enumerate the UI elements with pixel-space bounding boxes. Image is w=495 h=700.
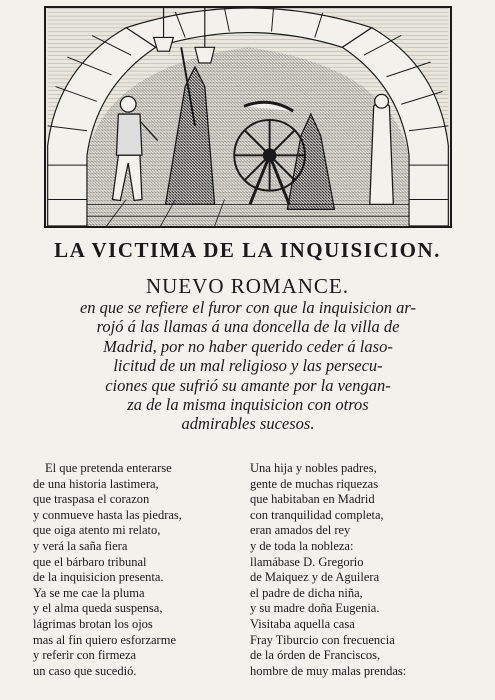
verse-line: que el bárbaro tribunal (33, 554, 147, 569)
verse-column-right (250, 461, 475, 679)
verse-line: y conmueve hasta las piedras, (33, 507, 182, 522)
verse-line: Fray Tiburcio con frecuencia (250, 632, 395, 647)
verse-line: de Maiquez y de Aguilera (250, 570, 380, 585)
verse-line: gente de muchas riquezas (250, 476, 379, 491)
verse-line: lágrimas brotan los ojos (33, 616, 153, 631)
verse-line: y referir con firmeza (33, 648, 137, 663)
verse-line: un caso que sucedió. (33, 663, 137, 678)
verse-line: mas al fin quiero esforzarme (33, 632, 176, 647)
woodcut-svg (46, 8, 450, 226)
verse-line: y de toda la nobleza: (250, 538, 354, 553)
verse-line: de una historia lastimera, (33, 476, 159, 491)
summary-line: ciones que sufrió su amante por la vengan- (105, 375, 391, 395)
broadside-subtitle: NUEVO ROMANCE. (146, 274, 349, 298)
verse-line: que oiga atento mi relato, (33, 523, 161, 538)
woodcut-illustration (44, 6, 452, 228)
summary-line: Madrid, por no haber querido ceder á laso- (103, 336, 393, 356)
verse-line: y el alma queda suspensa, (33, 601, 163, 616)
summary-line: za de la misma inquisicion con otros (127, 395, 369, 415)
summary-line: en que se refiere el furor con que la inquisicion ar- (79, 298, 417, 317)
verse-line: Ya se me cae la pluma (33, 585, 145, 600)
verse-line: eran amados del rey (250, 523, 351, 538)
verse-line: con tranquilidad completa, (250, 507, 384, 522)
summary-paragraph (22, 298, 474, 434)
verse-line: y su madre doña Eugenia. (250, 601, 380, 616)
verse-line: y verá la saña fiera (33, 538, 128, 553)
verse-line: hombre de muy malas prendas: (250, 663, 407, 678)
verse-line: que traspasa el corazon (33, 492, 150, 507)
summary-line: rojó á las llamas á una doncella de la villa de (96, 317, 400, 337)
verse-line: de la órden de Franciscos, (250, 648, 381, 663)
verse-line: el padre de dicha niña, (250, 585, 363, 600)
verse-column-left (33, 461, 243, 679)
verse-line: llamábase D. Gregorio (250, 554, 364, 569)
verse-line: Una hija y nobles padres, (250, 461, 377, 475)
verse-columns (0, 461, 495, 691)
verse-line: Visitaba aquella casa (250, 616, 355, 631)
broadside-title: LA VICTIMA DE LA INQUISICION. (54, 238, 441, 262)
verse-line: de la inquisicion presenta. (33, 570, 164, 585)
summary-line: admirables sucesos. (181, 414, 315, 434)
summary-line: licitud de un mal religioso y las persecu- (113, 356, 383, 376)
verse-line: que habitaban en Madrid (250, 492, 375, 507)
verse-line: El que pretenda enterarse (45, 461, 172, 475)
